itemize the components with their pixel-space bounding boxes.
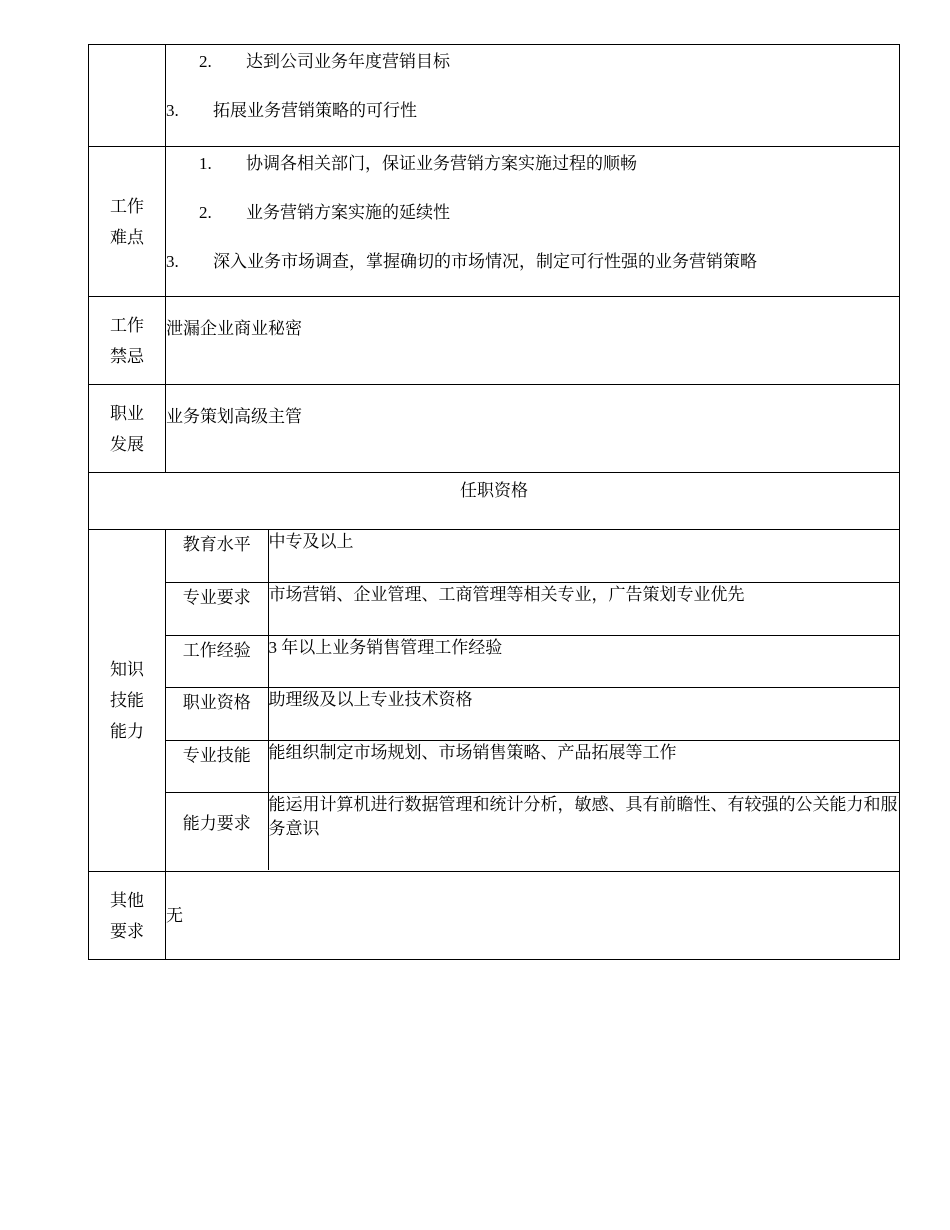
label-line: 要求 <box>110 921 144 941</box>
job-description-table <box>88 44 899 960</box>
difficulty-label <box>89 147 166 297</box>
qualifications-content <box>166 530 900 872</box>
qualification-row-experience <box>166 635 899 687</box>
qualification-row-skills <box>166 740 899 792</box>
difficulty-content <box>166 147 900 297</box>
qualification-label: 专业要求 <box>166 582 268 635</box>
qualification-row-major <box>166 582 899 635</box>
career-row <box>89 385 900 473</box>
goals-content <box>166 45 900 147</box>
label-line: 发展 <box>110 434 144 454</box>
other-label <box>89 872 166 960</box>
goals-label-cell <box>89 45 166 147</box>
qualification-value: 能组织制定市场规划、市场销售策略、产品拓展等工作 <box>268 740 899 792</box>
qualifications-title: 任职资格 <box>89 473 900 530</box>
qualification-row-education <box>166 530 899 582</box>
label-line: 工作 <box>110 315 144 335</box>
taboo-content <box>166 297 900 385</box>
qualification-label: 专业技能 <box>166 740 268 792</box>
qualification-label: 教育水平 <box>166 530 268 582</box>
qualification-label: 职业资格 <box>166 687 268 740</box>
goal-item-number: 2. <box>199 52 212 71</box>
goal-item-text: 拓展业务营销策略的可行性 <box>213 101 417 120</box>
difficulty-row <box>89 147 900 297</box>
difficulty-item-number: 3. <box>166 252 179 271</box>
qualification-value: 助理级及以上专业技术资格 <box>268 687 899 740</box>
goal-item-number: 3. <box>166 101 179 120</box>
qualification-value: 市场营销、企业管理、工商管理等相关专业，广告策划专业优先 <box>268 582 899 635</box>
label-line: 难点 <box>110 227 144 247</box>
difficulty-item-number: 1. <box>199 154 212 173</box>
difficulty-item-text: 协调各相关部门，保证业务营销方案实施过程的顺畅 <box>246 154 637 173</box>
goals-row <box>89 45 900 147</box>
qualification-row-abilities <box>166 792 899 870</box>
qualification-row-certificate <box>166 687 899 740</box>
qualifications-group-label <box>89 530 166 872</box>
qualification-value: 3 年以上业务销售管理工作经验 <box>268 635 899 687</box>
taboo-text: 泄漏企业商业秘密 <box>166 319 302 338</box>
qualifications-table <box>166 530 899 870</box>
goal-item-text: 达到公司业务年度营销目标 <box>246 52 450 71</box>
taboo-row <box>89 297 900 385</box>
label-line: 技能 <box>110 691 144 710</box>
qualification-label: 工作经验 <box>166 635 268 687</box>
label-line: 知识 <box>110 660 144 679</box>
qualifications-header-row <box>89 473 900 530</box>
qualification-value: 能运用计算机进行数据管理和统计分析，敏感、具有前瞻性、有较强的公关能力和服务意识 <box>268 794 898 838</box>
qualification-value: 中专及以上 <box>268 530 899 582</box>
other-row <box>89 872 900 960</box>
label-line: 职业 <box>110 403 144 423</box>
career-content <box>166 385 900 473</box>
career-label <box>89 385 166 473</box>
difficulty-item-text: 深入业务市场调查，掌握确切的市场情况，制定可行性强的业务营销策略 <box>213 252 757 271</box>
career-text: 业务策划高级主管 <box>166 407 302 426</box>
label-line: 其他 <box>110 890 144 910</box>
difficulty-item-number: 2. <box>199 203 212 222</box>
label-line: 能力 <box>110 722 144 741</box>
label-line: 工作 <box>110 196 144 216</box>
qualification-label: 能力要求 <box>166 792 268 870</box>
other-text: 无 <box>166 905 183 925</box>
label-line: 禁忌 <box>110 346 144 366</box>
taboo-label <box>89 297 166 385</box>
qualifications-row <box>89 530 900 872</box>
difficulty-item-text: 业务营销方案实施的延续性 <box>246 203 450 222</box>
other-content <box>166 872 900 960</box>
